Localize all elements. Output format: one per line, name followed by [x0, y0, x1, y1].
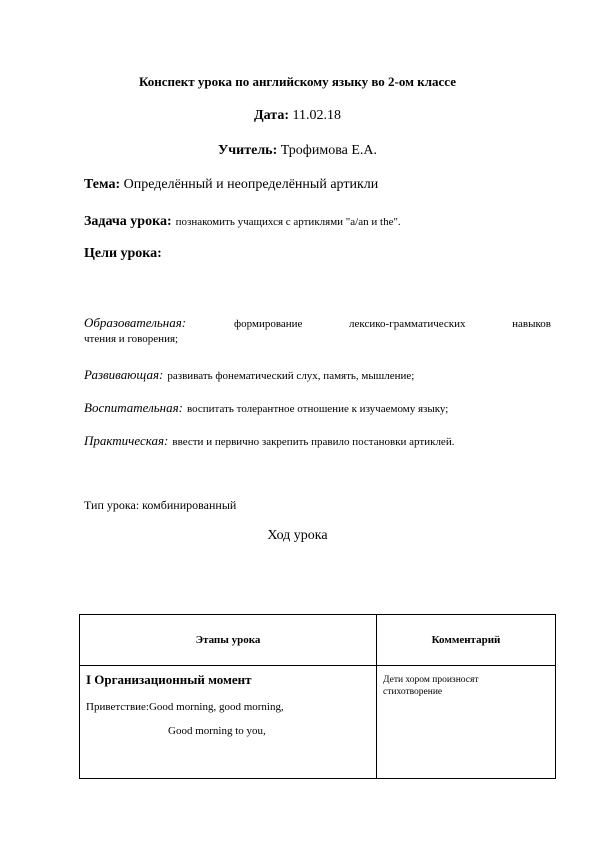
task-label: Задача урока: — [84, 214, 172, 229]
goal-educational-label: Образовательная: — [84, 315, 187, 330]
greeting-line1: Приветствие:Good morning, good morning, — [86, 701, 284, 713]
document-title: Конспект урока по английскому языку во 2-ом классе — [139, 74, 456, 89]
topic-label: Тема: — [84, 177, 121, 192]
goal-developing — [84, 366, 414, 384]
goal-practical-value: ввести и первично закрепить правило постановки артиклей. — [172, 436, 455, 448]
goal-practical — [84, 432, 454, 450]
comment-cell — [377, 666, 556, 779]
date-label: Дата: — [254, 108, 289, 123]
task-line — [84, 212, 401, 230]
header-comment: Комментарий — [377, 615, 556, 666]
stage-title-text: I Организационный момент — [86, 672, 252, 687]
stage-cell — [80, 666, 377, 779]
goal-educational-line1 — [84, 315, 551, 332]
goals-heading: Цели урока: — [84, 246, 162, 261]
teacher-label: Учитель: — [218, 143, 278, 158]
table-row — [80, 666, 556, 779]
date-line — [0, 108, 595, 124]
topic-line — [84, 177, 378, 193]
comment-text: Дети хором произносят стихотворение — [383, 675, 479, 697]
lesson-type: Тип урока: комбинированный — [84, 498, 237, 512]
goal-educational — [84, 315, 551, 346]
goal-upbringing-label: Воспитательная: — [84, 400, 183, 415]
teacher-line — [0, 143, 595, 159]
goal-developing-value: развивать фонематический слух, память, мышление; — [167, 370, 415, 382]
task-value: познакомить учащихся с артиклями "a/an и the". — [175, 216, 401, 228]
topic-value: Определённый и неопределённый артикли — [123, 177, 379, 192]
goal-educational-line2: чтения и говорения; — [84, 333, 179, 345]
teacher-value: Трофимова Е.А. — [280, 143, 377, 158]
goal-upbringing-value: воспитать толерантное отношение к изучаемому языку; — [187, 403, 449, 415]
lesson-table — [79, 614, 556, 779]
table-header-row — [80, 615, 556, 666]
goal-developing-label: Развивающая: — [84, 367, 164, 382]
progress-heading: Ход урока — [267, 528, 328, 543]
date-value: 11.02.18 — [292, 108, 341, 123]
greeting-line2: Good morning to you, — [168, 725, 266, 737]
header-stages: Этапы урока — [80, 615, 377, 666]
goal-educational-value: формирование лексико-грамматических навыков — [234, 318, 551, 330]
goal-practical-label: Практическая: — [84, 433, 169, 448]
goal-upbringing — [84, 399, 448, 417]
